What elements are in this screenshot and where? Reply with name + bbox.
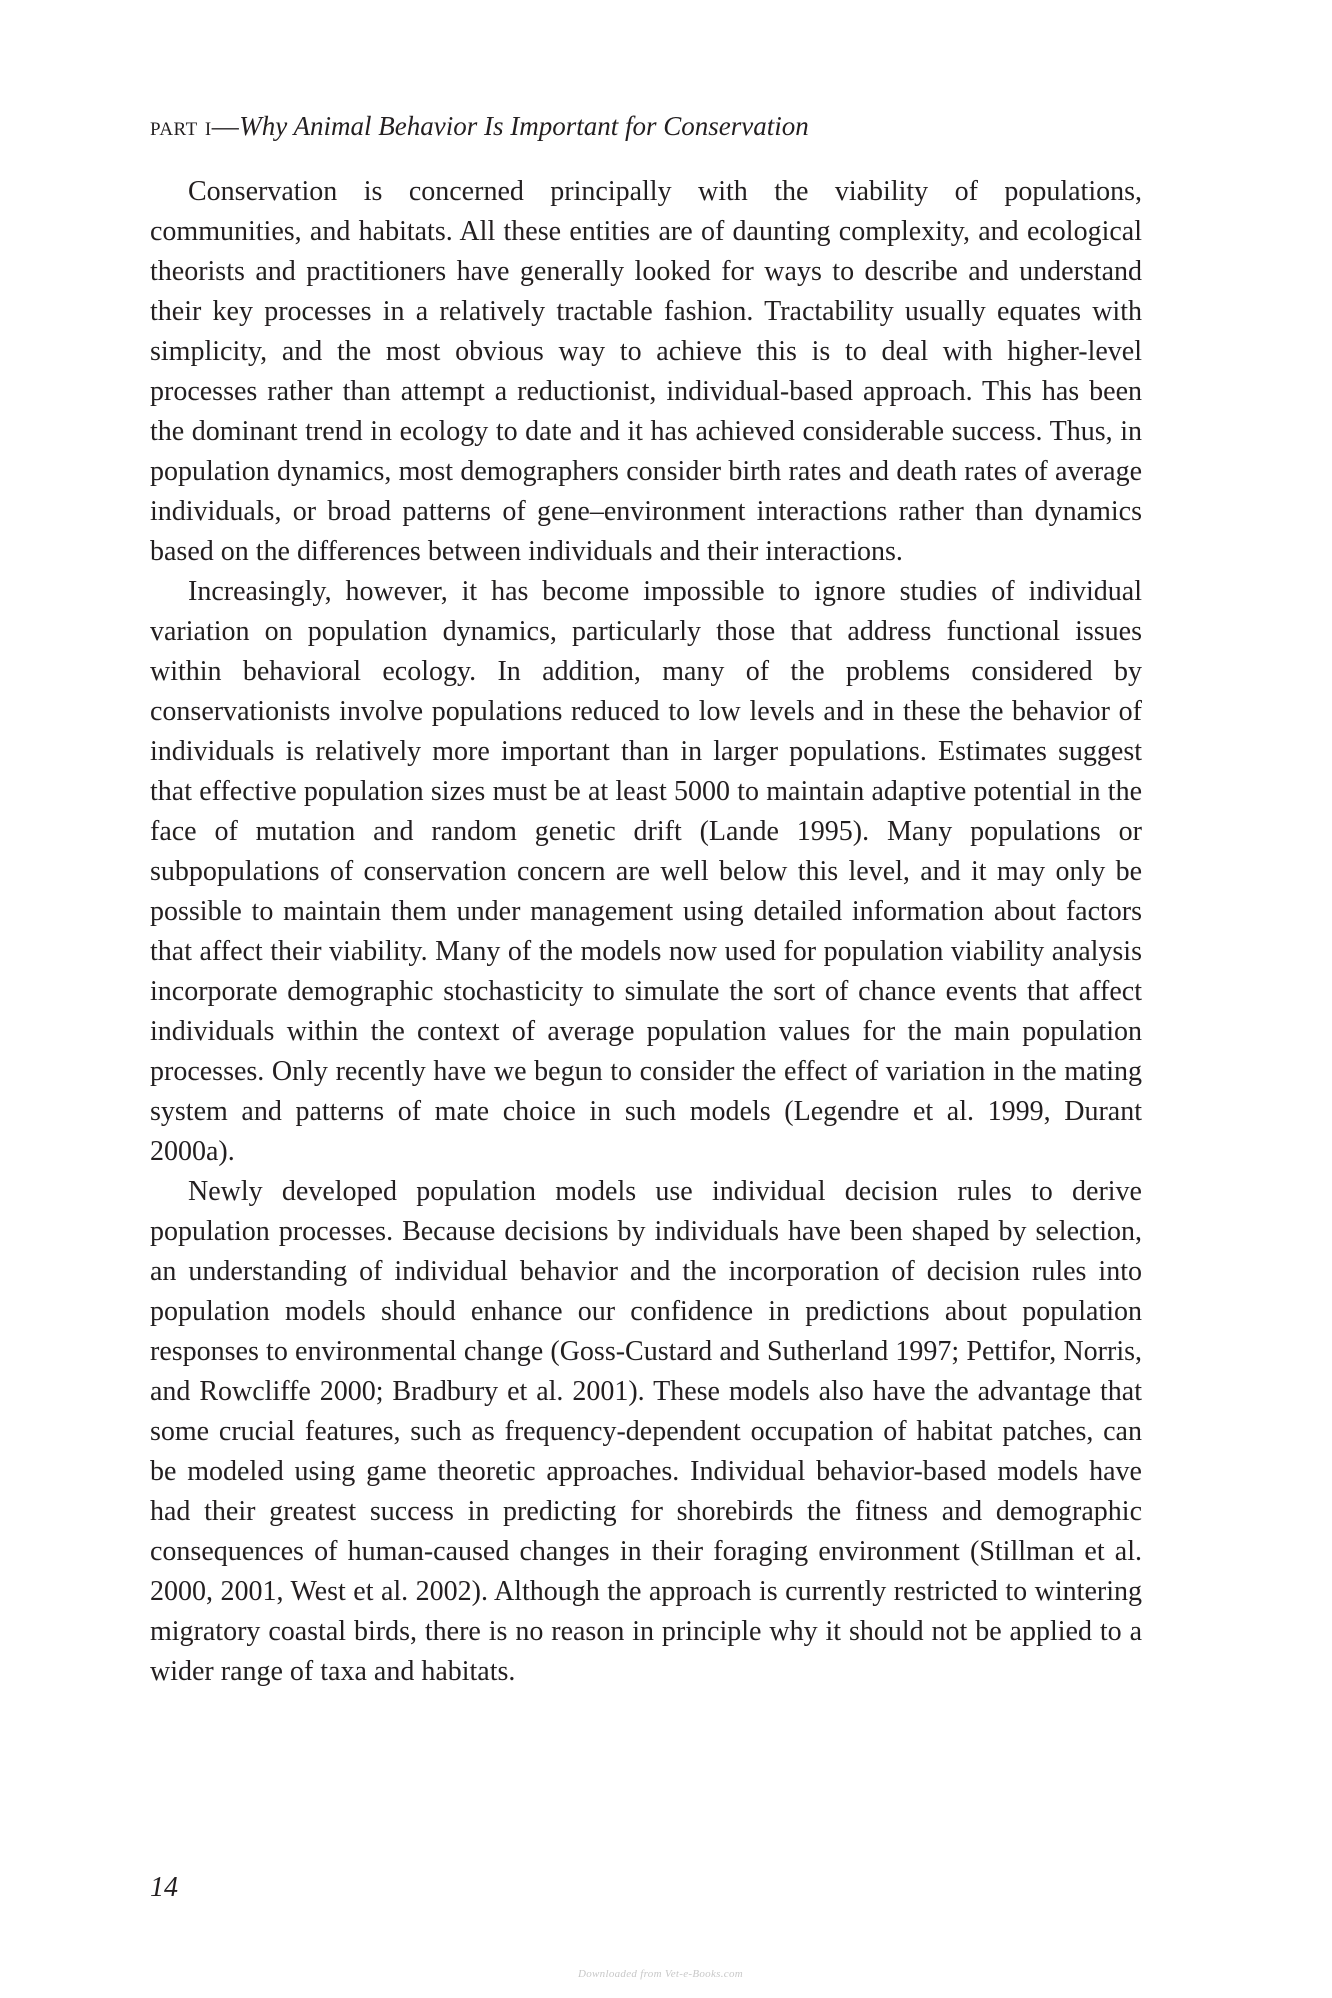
body-text <box>150 172 1142 1692</box>
watermark: Downloaded from Vet-e-Books.com <box>578 1968 743 1980</box>
running-head <box>150 108 809 144</box>
paragraph-3: Newly developed population models use individual decision rules to derive population processes. Because decisions by individuals have been shaped by selection, an understanding of individual behavior and the incorporation of decision rules into population models should enhance our confidence in predictions about population responses to environmental change (Goss-Custard and Sutherland 1997; Pettifor, Norris, and Rowcliffe 2000; Bradbury et al. 2001). These models also have the advantage that some crucial features, such as frequency-dependent occupation of habitat patches, can be modeled using game theoretic approaches. Individual behavior-based models have had their greatest success in predicting for shorebirds the fitness and demographic consequences of human-caused changes in their foraging environment (Stillman et al. 2000, 2001, West et al. 2002). Although the approach is currently restricted to wintering migratory coastal birds, there is no reason in principle why it should not be applied to a wider range of taxa and habitats. <box>150 1176 1142 1687</box>
page-number: 14 <box>150 1872 178 1903</box>
running-head-part: part i— <box>150 111 240 141</box>
running-head-title: Why Animal Behavior Is Important for Conservation <box>239 111 809 141</box>
paragraph-2: Increasingly, however, it has become impossible to ignore studies of individual variation on population dynamics, particularly those that address functional issues within behavioral ecology. In addition, many of the problems considered by conservationists involve populations reduced to low levels and in these the behavior of individuals is relatively more important than in larger populations. Estimates suggest that effective population sizes must be at least 5000 to maintain adaptive potential in the face of mutation and random genetic drift (Lande 1995). Many populations or subpopulations of conservation concern are well below this level, and it may only be possible to maintain them under management using detailed information about factors that affect their viability. Many of the models now used for population viability analysis incorporate demographic stochasticity to simulate the sort of chance events that affect individuals within the context of average population values for the main population processes. Only recently have we begun to consider the effect of variation in the mating system and patterns of mate choice in such models (Legendre et al. 1999, Durant 2000a). <box>150 576 1142 1167</box>
paragraph-1: Conservation is concerned principally with the viability of populations, communities, and habitats. All these entities are of daunting complexity, and ecological theorists and practitioners have generally looked for ways to describe and understand their key processes in a relatively tractable fashion. Tractability usually equates with simplicity, and the most obvious way to achieve this is to deal with higher-level processes rather than attempt a reductionist, individual-based approach. This has been the dominant trend in ecology to date and it has achieved considerable success. Thus, in population dynamics, most demographers consider birth rates and death rates of average individuals, or broad patterns of gene–environment interactions rather than dynamics based on the differences between individuals and their interactions. <box>150 176 1142 567</box>
